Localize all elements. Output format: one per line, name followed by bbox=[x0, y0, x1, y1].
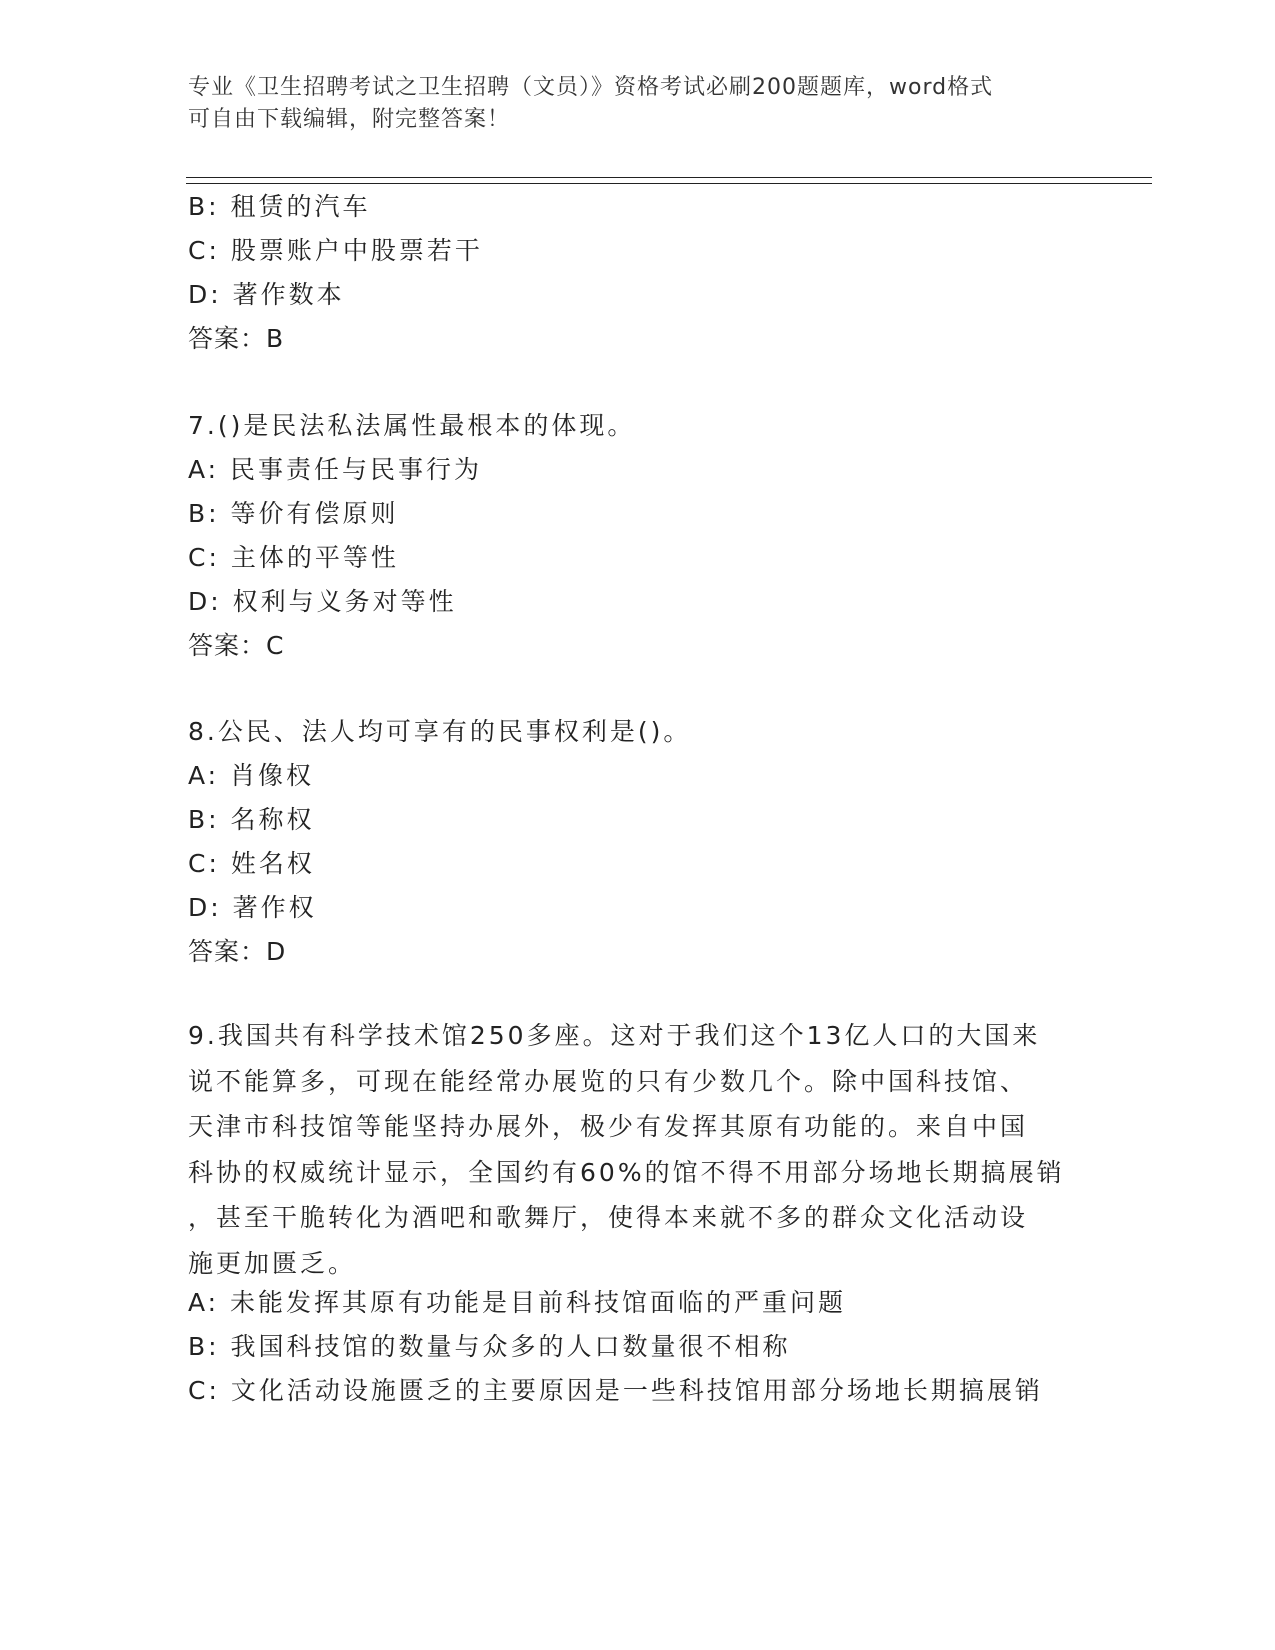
q6-option-b: B: 租赁的汽车 bbox=[188, 192, 371, 221]
header-rule-bottom bbox=[186, 183, 1152, 184]
q9-stem-line: 科协的权威统计显示，全国约有60%的馆不得不用部分场地长期搞展销 bbox=[188, 1157, 1065, 1187]
header-rule-top bbox=[186, 177, 1152, 178]
q7-answer: 答案：C bbox=[188, 631, 285, 660]
q9-option-a: A: 未能发挥其原有功能是目前科技馆面临的严重问题 bbox=[188, 1288, 847, 1317]
q6-option-d: D: 著作数本 bbox=[188, 280, 345, 309]
q8-answer: 答案：D bbox=[188, 937, 287, 966]
header-line-1: 专业《卫生招聘考试之卫生招聘（文员）》资格考试必刷200题题库，word格式 bbox=[188, 75, 994, 100]
q8-option-c: C: 姓名权 bbox=[188, 849, 315, 878]
q8-option-b: B: 名称权 bbox=[188, 805, 315, 834]
q9-option-c: C: 文化活动设施匮乏的主要原因是一些科技馆用部分场地长期搞展销 bbox=[188, 1376, 1043, 1405]
q6-answer: 答案：B bbox=[188, 324, 285, 353]
q8-option-d: D: 著作权 bbox=[188, 893, 317, 922]
q9-stem-line: 9.我国共有科学技术馆250多座。这对于我们这个13亿人口的大国来 bbox=[188, 1021, 1041, 1050]
q9-stem-line: ，甚至干脆转化为酒吧和歌舞厅，使得本来就不多的群众文化活动设 bbox=[188, 1203, 1029, 1232]
q7-stem: 7.()是民法私法属性最根本的体现。 bbox=[188, 411, 636, 440]
header-line-2: 可自由下载编辑，附完整答案！ bbox=[188, 107, 511, 132]
document-header bbox=[188, 72, 1088, 136]
q9-stem bbox=[188, 1013, 1088, 1286]
q9-option-b: B: 我国科技馆的数量与众多的人口数量很不相称 bbox=[188, 1332, 791, 1361]
q7-option-a: A: 民事责任与民事行为 bbox=[188, 455, 483, 484]
q7-option-b: B: 等价有偿原则 bbox=[188, 499, 399, 528]
q7-option-d: D: 权利与义务对等性 bbox=[188, 587, 457, 616]
q8-option-a: A: 肖像权 bbox=[188, 761, 315, 790]
q6-option-c: C: 股票账户中股票若干 bbox=[188, 236, 483, 265]
q9-stem-line: 施更加匮乏。 bbox=[188, 1248, 357, 1278]
q9-stem-line: 天津市科技馆等能坚持办展外，极少有发挥其原有功能的。来自中国 bbox=[188, 1112, 1029, 1141]
q9-stem-line: 说不能算多，可现在能经常办展览的只有少数几个。除中国科技馆、 bbox=[188, 1066, 1029, 1096]
q7-option-c: C: 主体的平等性 bbox=[188, 543, 399, 572]
q8-stem: 8.公民、法人均可享有的民事权利是()。 bbox=[188, 717, 692, 746]
